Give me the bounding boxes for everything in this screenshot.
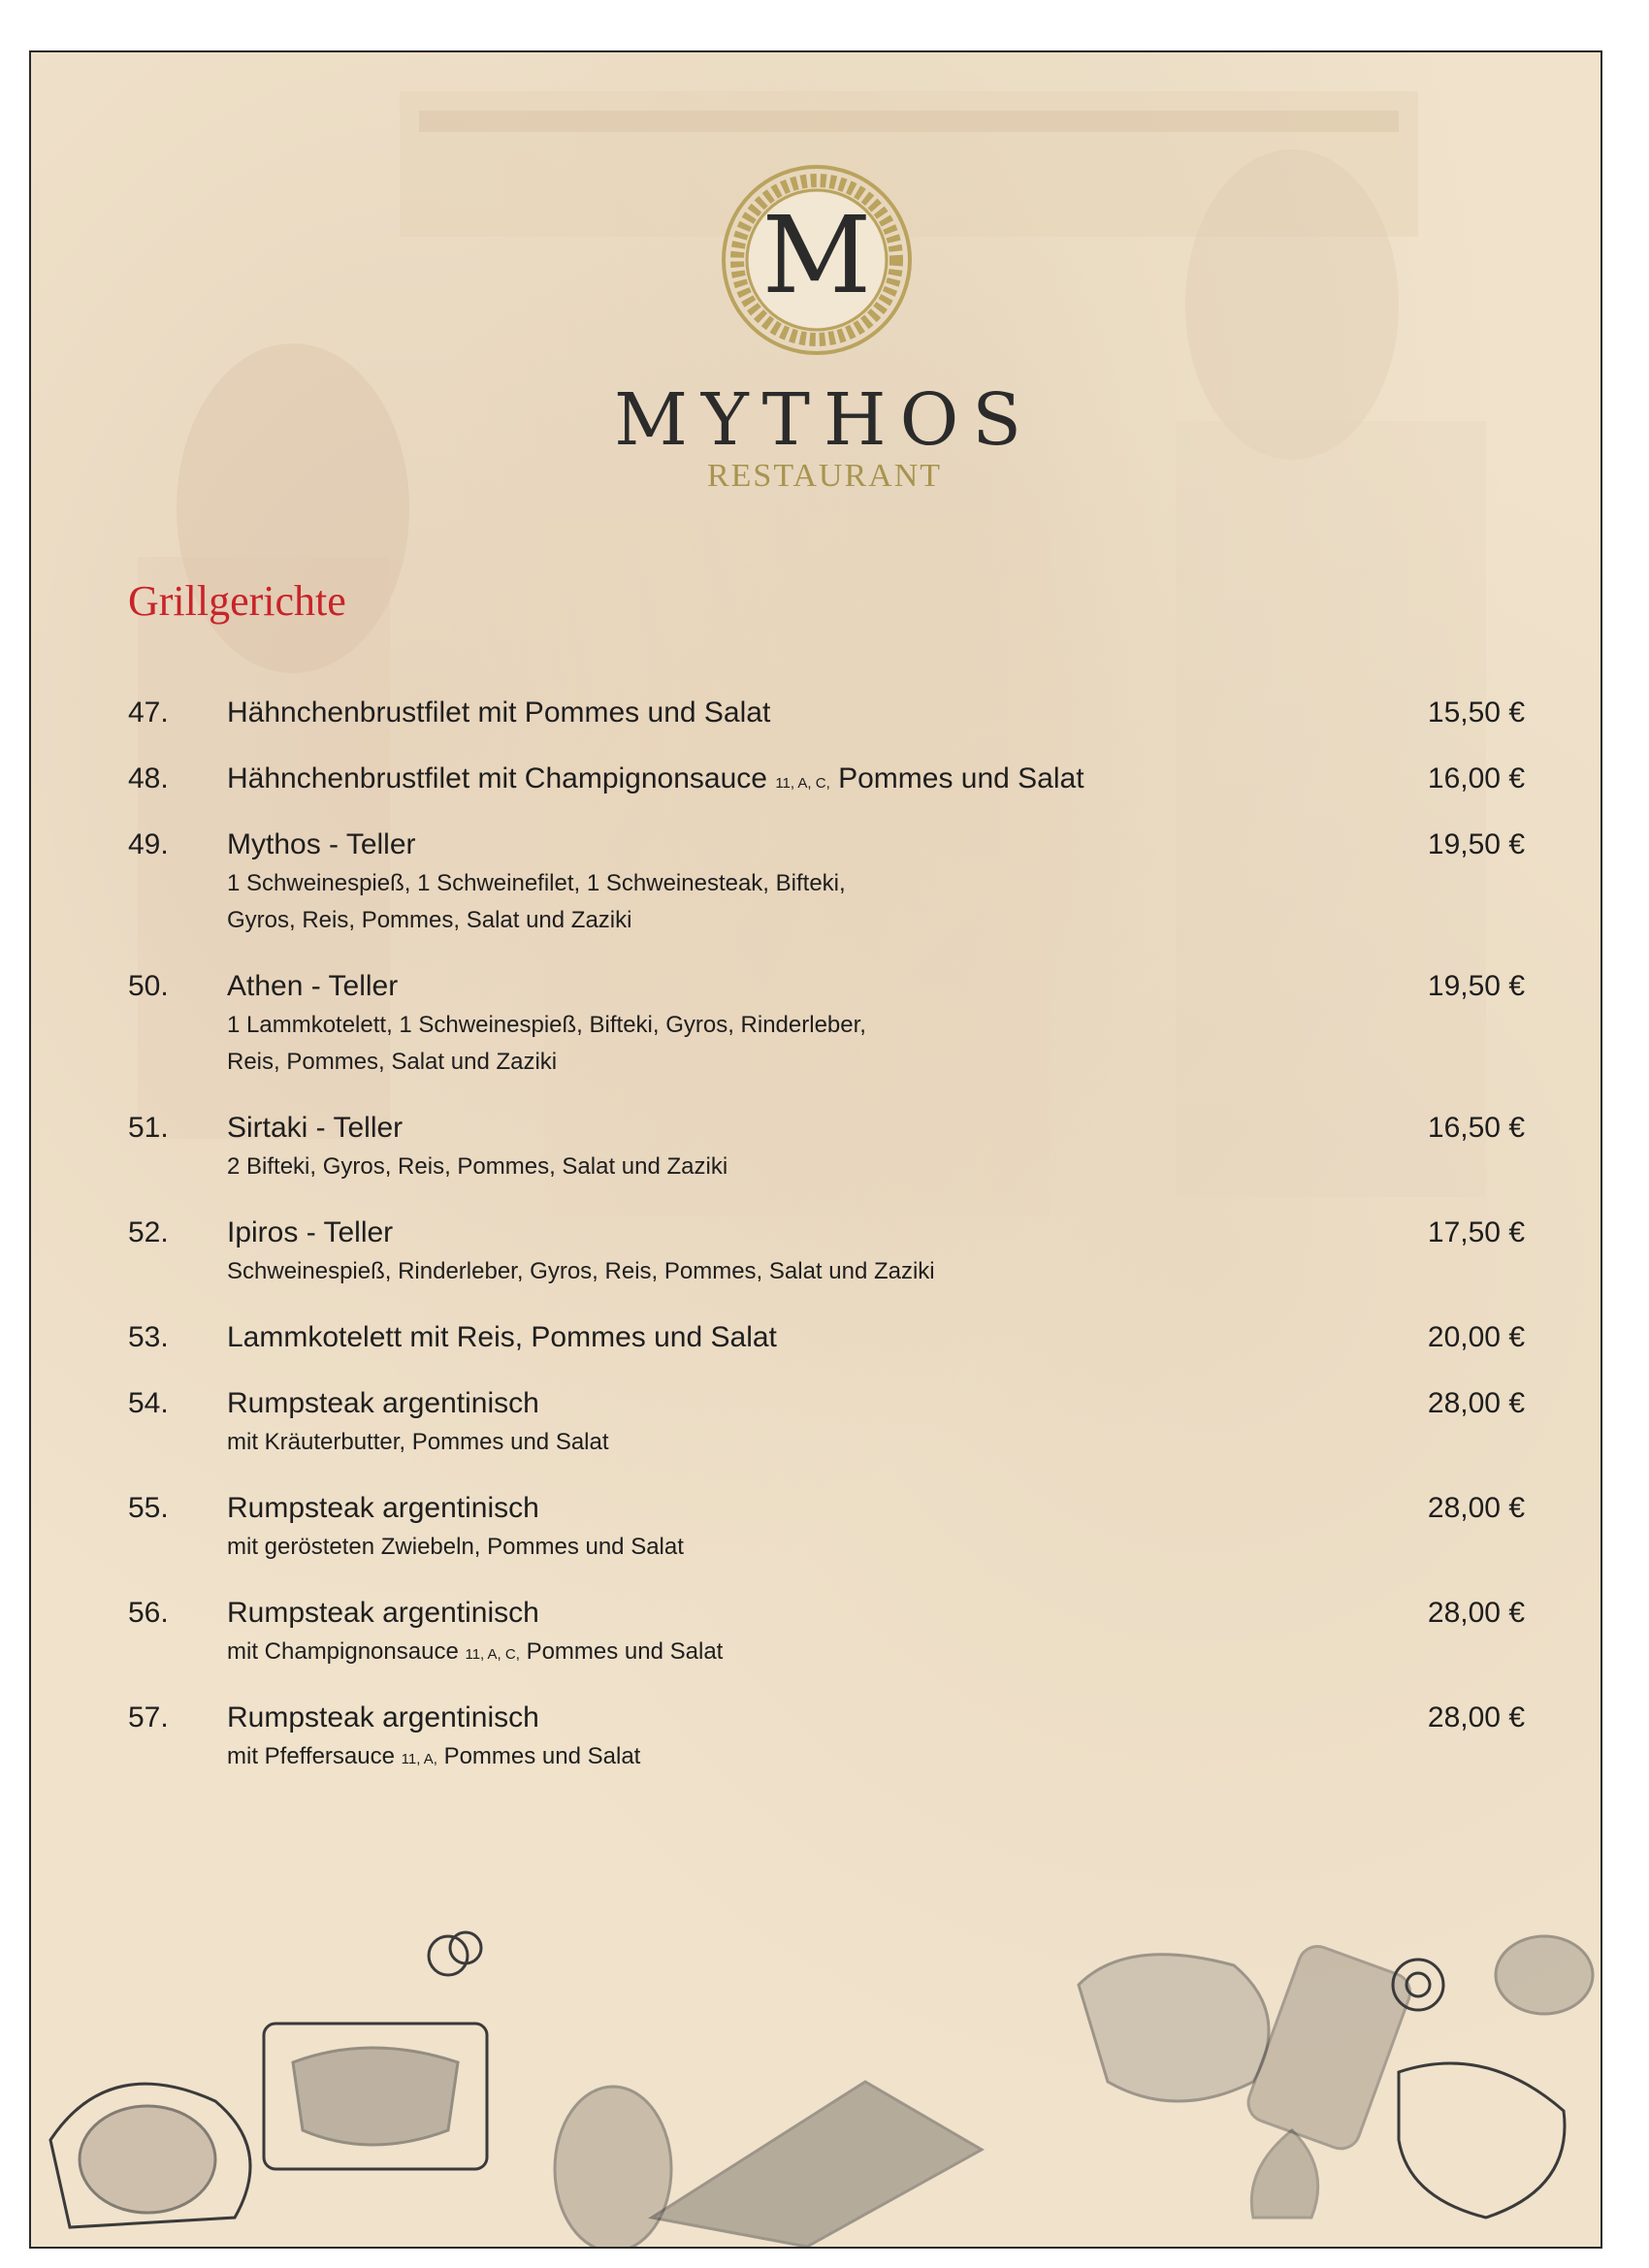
item-number: 54. <box>128 1387 169 1419</box>
item-name: Athen - Teller <box>227 970 399 1002</box>
item-description <box>227 1424 609 1461</box>
item-description-line: mit gerösteten Zwiebeln, Pommes und Salat <box>227 1534 684 1560</box>
item-name-group <box>227 762 1084 795</box>
menu-item <box>128 1597 1525 1701</box>
item-allergens: 11, A, C, <box>465 1646 520 1663</box>
item-price: 20,00 € <box>1427 1321 1525 1353</box>
item-number: 55. <box>128 1492 169 1524</box>
menu-item <box>128 1321 1525 1387</box>
item-name: Rumpsteak argentinisch <box>227 1387 539 1419</box>
item-description <box>227 1007 866 1081</box>
section-title: Grillgerichte <box>128 577 346 625</box>
item-description-line: 2 Bifteki, Gyros, Reis, Pommes, Salat und Zaziki <box>227 1153 728 1180</box>
item-number: 51. <box>128 1112 169 1144</box>
item-description-text: Pommes und Salat <box>443 1743 641 1769</box>
item-allergens: 11, A, C, <box>775 775 830 792</box>
item-description-line: Schweinespieß, Rinderleber, Gyros, Reis, Pommes, Salat und Zaziki <box>227 1258 935 1284</box>
item-name: Lammkotelett mit Reis, Pommes und Salat <box>227 1321 777 1353</box>
item-number: 50. <box>128 970 169 1002</box>
brand-name: MYTHOS <box>614 378 1035 462</box>
item-price: 16,50 € <box>1427 1112 1525 1144</box>
item-name: Hähnchenbrustfilet mit Champignonsauce <box>227 762 767 794</box>
menu-item <box>128 1492 1525 1597</box>
item-price: 28,00 € <box>1427 1492 1525 1524</box>
item-description-text: mit Pfeffersauce <box>227 1743 395 1769</box>
item-price: 28,00 € <box>1427 1387 1525 1419</box>
item-name: Hähnchenbrustfilet mit Pommes und Salat <box>227 697 771 729</box>
item-name: Rumpsteak argentinisch <box>227 1492 539 1524</box>
item-description-line: Gyros, Reis, Pommes, Salat und Zaziki <box>227 907 632 933</box>
item-description-line <box>227 1738 640 1778</box>
item-description-line <box>227 1634 723 1673</box>
item-description-text: Pommes und Salat <box>526 1638 724 1665</box>
item-description <box>227 1738 640 1778</box>
food-illustration-icon <box>31 1897 1600 2247</box>
item-price: 15,50 € <box>1427 697 1525 729</box>
menu-list <box>128 697 1525 1806</box>
menu-item <box>128 762 1525 828</box>
menu-item <box>128 828 1525 970</box>
item-description-line: 1 Lammkotelett, 1 Schweinespieß, Bifteki, Gyros, Rinderleber, <box>227 1012 866 1038</box>
item-price: 19,50 € <box>1427 970 1525 1002</box>
item-name: Mythos - Teller <box>227 828 416 860</box>
menu-item <box>128 1216 1525 1321</box>
item-allergens: 11, A, <box>401 1751 437 1767</box>
item-number: 56. <box>128 1597 169 1629</box>
item-number: 48. <box>128 762 169 794</box>
item-name: Rumpsteak argentinisch <box>227 1701 539 1733</box>
item-number: 53. <box>128 1321 169 1353</box>
item-description <box>227 1634 723 1673</box>
item-description <box>227 1529 684 1566</box>
greek-key-logo-icon <box>720 163 914 357</box>
item-description <box>227 1253 935 1290</box>
item-description-text: mit Champignonsauce <box>227 1638 459 1665</box>
item-price: 28,00 € <box>1427 1597 1525 1629</box>
item-name: Ipiros - Teller <box>227 1216 394 1248</box>
item-description-line: 1 Schweinespieß, 1 Schweinefilet, 1 Schweinesteak, Bifteki, <box>227 870 846 896</box>
menu-item <box>128 1701 1525 1806</box>
brand-subtitle: RESTAURANT <box>706 458 943 494</box>
item-number: 49. <box>128 828 169 860</box>
item-description <box>227 1149 728 1185</box>
menu-item <box>128 1387 1525 1492</box>
item-name-rest: Pommes und Salat <box>838 762 1084 794</box>
item-name: Rumpsteak argentinisch <box>227 1597 539 1629</box>
item-description <box>227 865 846 939</box>
item-description-line: mit Kräuterbutter, Pommes und Salat <box>227 1429 609 1455</box>
item-price: 16,00 € <box>1427 762 1525 794</box>
item-number: 47. <box>128 697 169 729</box>
item-name: Sirtaki - Teller <box>227 1112 404 1144</box>
menu-item <box>128 697 1525 762</box>
item-description-line: Reis, Pommes, Salat und Zaziki <box>227 1049 558 1075</box>
item-price: 28,00 € <box>1427 1701 1525 1733</box>
item-price: 17,50 € <box>1427 1216 1525 1248</box>
item-price: 19,50 € <box>1427 828 1525 860</box>
item-number: 57. <box>128 1701 169 1733</box>
logo-monogram: M <box>761 193 872 317</box>
item-number: 52. <box>128 1216 169 1248</box>
menu-item <box>128 970 1525 1112</box>
menu-item <box>128 1112 1525 1216</box>
